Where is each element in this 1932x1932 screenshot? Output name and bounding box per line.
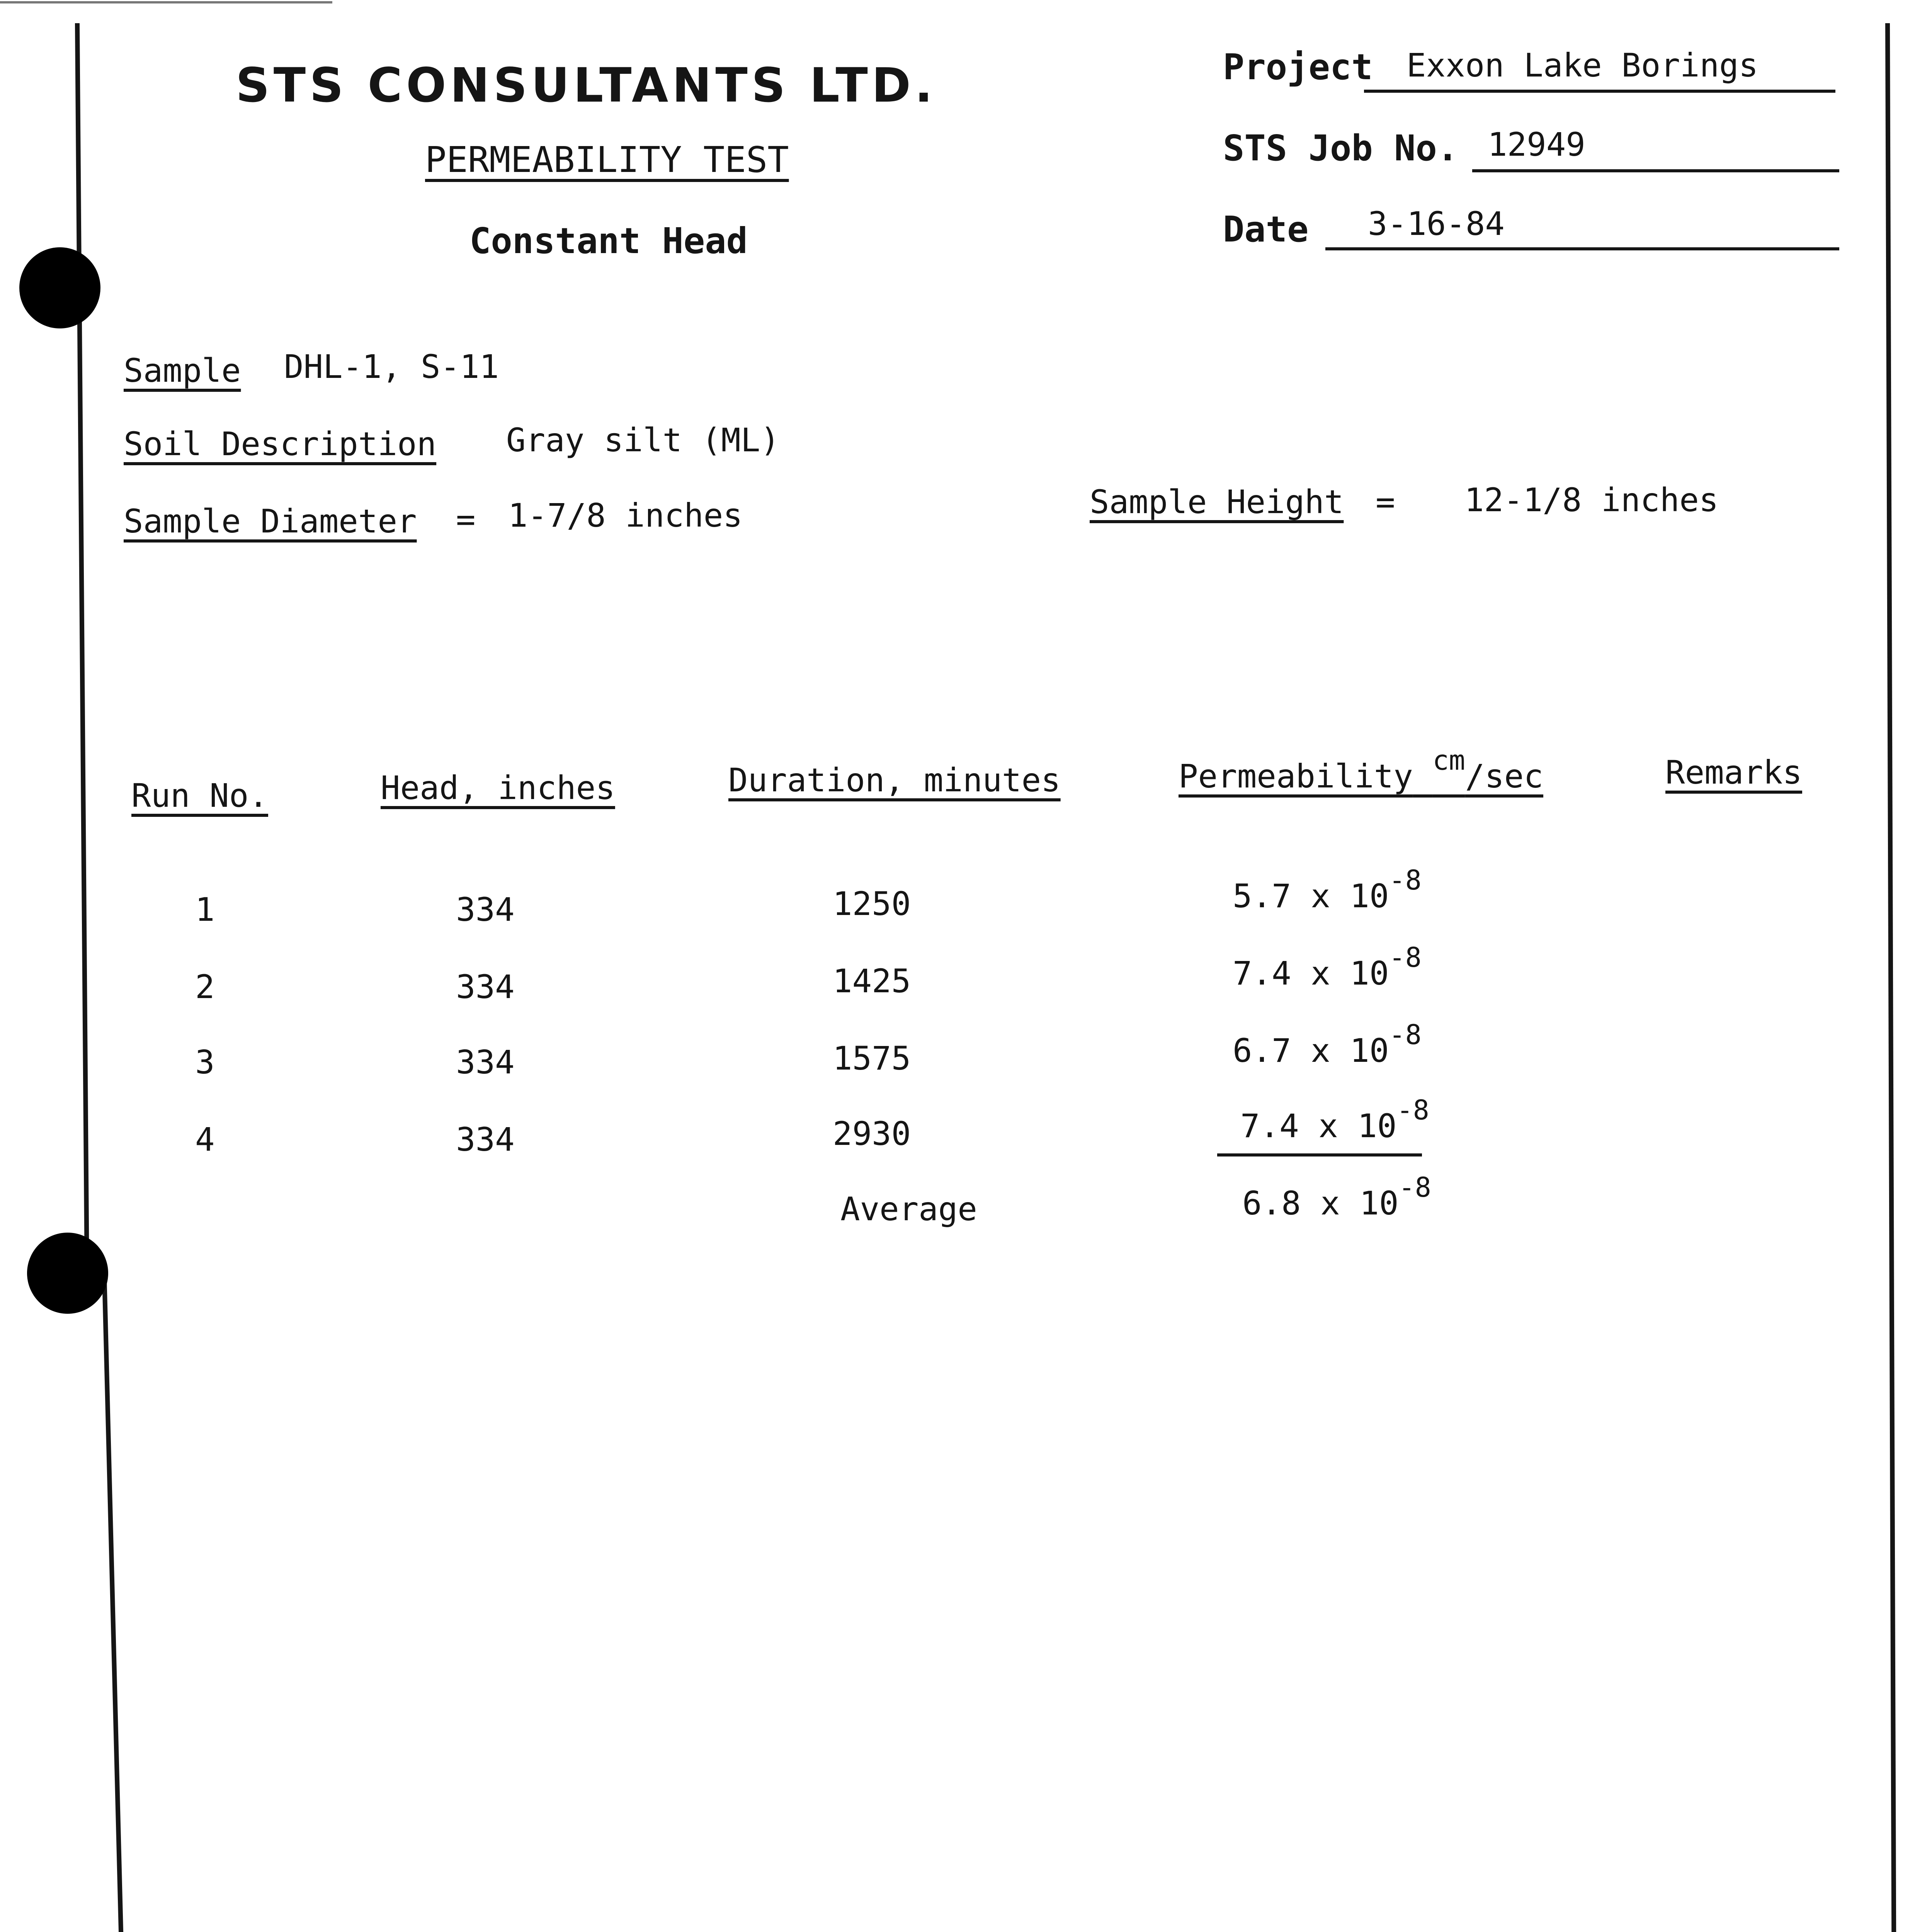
sample-height-label: Sample Height — [1090, 483, 1344, 521]
row-2-run: 2 — [195, 968, 215, 1006]
row-1-permeability — [1233, 864, 1422, 915]
row-1-permeability-exponent: -8 — [1389, 864, 1422, 896]
row-4-run: 4 — [195, 1121, 215, 1158]
row-2-permeability-exponent: -8 — [1389, 942, 1422, 973]
test-title: PERMEABILITY TEST — [425, 139, 789, 180]
sample-diameter-equals: = — [456, 500, 476, 538]
header-run-no: Run No. — [131, 777, 269, 815]
binder-hole-middle — [27, 1233, 108, 1314]
row-1-permeability-base: 5.7 x 10 — [1233, 877, 1389, 915]
sample-value: DHL-1, S-11 — [284, 348, 499, 386]
average-permeability-base: 6.8 x 10 — [1242, 1184, 1399, 1222]
row-2-permeability-base: 7.4 x 10 — [1233, 954, 1389, 992]
average-permeability-exponent: -8 — [1398, 1172, 1431, 1203]
date-value: 3-16-84 — [1368, 205, 1505, 243]
row-2-duration: 1425 — [833, 962, 911, 1000]
row-4-permeability-exponent: -8 — [1396, 1094, 1429, 1126]
soil-description-label: Soil Description — [124, 425, 437, 463]
row-3-head: 334 — [456, 1043, 515, 1081]
date-label: Date — [1223, 209, 1309, 250]
row-3-permeability-exponent: -8 — [1389, 1019, 1422, 1051]
soil-description-value: Gray silt (ML) — [506, 421, 780, 459]
project-fill-line — [1364, 90, 1835, 93]
header-remarks: Remarks — [1665, 753, 1803, 791]
binder-hole-top — [19, 247, 100, 328]
header-permeability-label: Permeability — [1179, 757, 1413, 795]
row-4-permeability — [1240, 1094, 1429, 1145]
project-value: Exxon Lake Borings — [1406, 46, 1759, 84]
sum-rule — [1217, 1153, 1422, 1156]
job-number-fill-line — [1472, 169, 1839, 172]
test-type: Constant Head — [469, 220, 748, 262]
sample-height-value: 12-1/8 inches — [1464, 481, 1719, 519]
row-3-run: 3 — [195, 1043, 215, 1081]
row-3-permeability — [1233, 1019, 1422, 1070]
sample-diameter-label: Sample Diameter — [124, 502, 417, 540]
row-3-duration: 1575 — [833, 1039, 911, 1077]
header-permeability-unit-cm: cm — [1432, 745, 1465, 776]
header-duration-minutes: Duration, minutes — [728, 761, 1061, 799]
row-4-duration: 2930 — [833, 1115, 911, 1153]
row-3-permeability-base: 6.7 x 10 — [1233, 1032, 1389, 1070]
header-permeability-unit-sec: /sec — [1465, 757, 1544, 795]
sample-height-equals: = — [1376, 483, 1395, 521]
row-2-head: 334 — [456, 968, 515, 1006]
job-number-label: STS Job No. — [1223, 128, 1459, 169]
row-4-head: 334 — [456, 1121, 515, 1158]
left-border-lower — [104, 1275, 133, 1932]
row-4-permeability-base: 7.4 x 10 — [1240, 1107, 1397, 1145]
left-border — [77, 23, 87, 1275]
header-permeability — [1179, 745, 1544, 795]
company-name: STS CONSULTANTS LTD. — [236, 58, 937, 113]
sample-label: Sample — [124, 352, 241, 389]
row-1-run: 1 — [195, 891, 215, 929]
date-fill-line — [1325, 247, 1839, 250]
row-1-head: 334 — [456, 891, 515, 929]
row-2-permeability — [1233, 942, 1422, 992]
header-head-inches: Head, inches — [381, 769, 615, 807]
average-permeability — [1242, 1172, 1431, 1222]
right-border — [1888, 23, 1895, 1932]
average-label: Average — [840, 1190, 978, 1228]
project-label: Project — [1223, 46, 1373, 88]
job-number-value: 12949 — [1488, 126, 1585, 163]
row-1-duration: 1250 — [833, 885, 911, 923]
sample-diameter-value: 1-7/8 inches — [508, 497, 743, 534]
